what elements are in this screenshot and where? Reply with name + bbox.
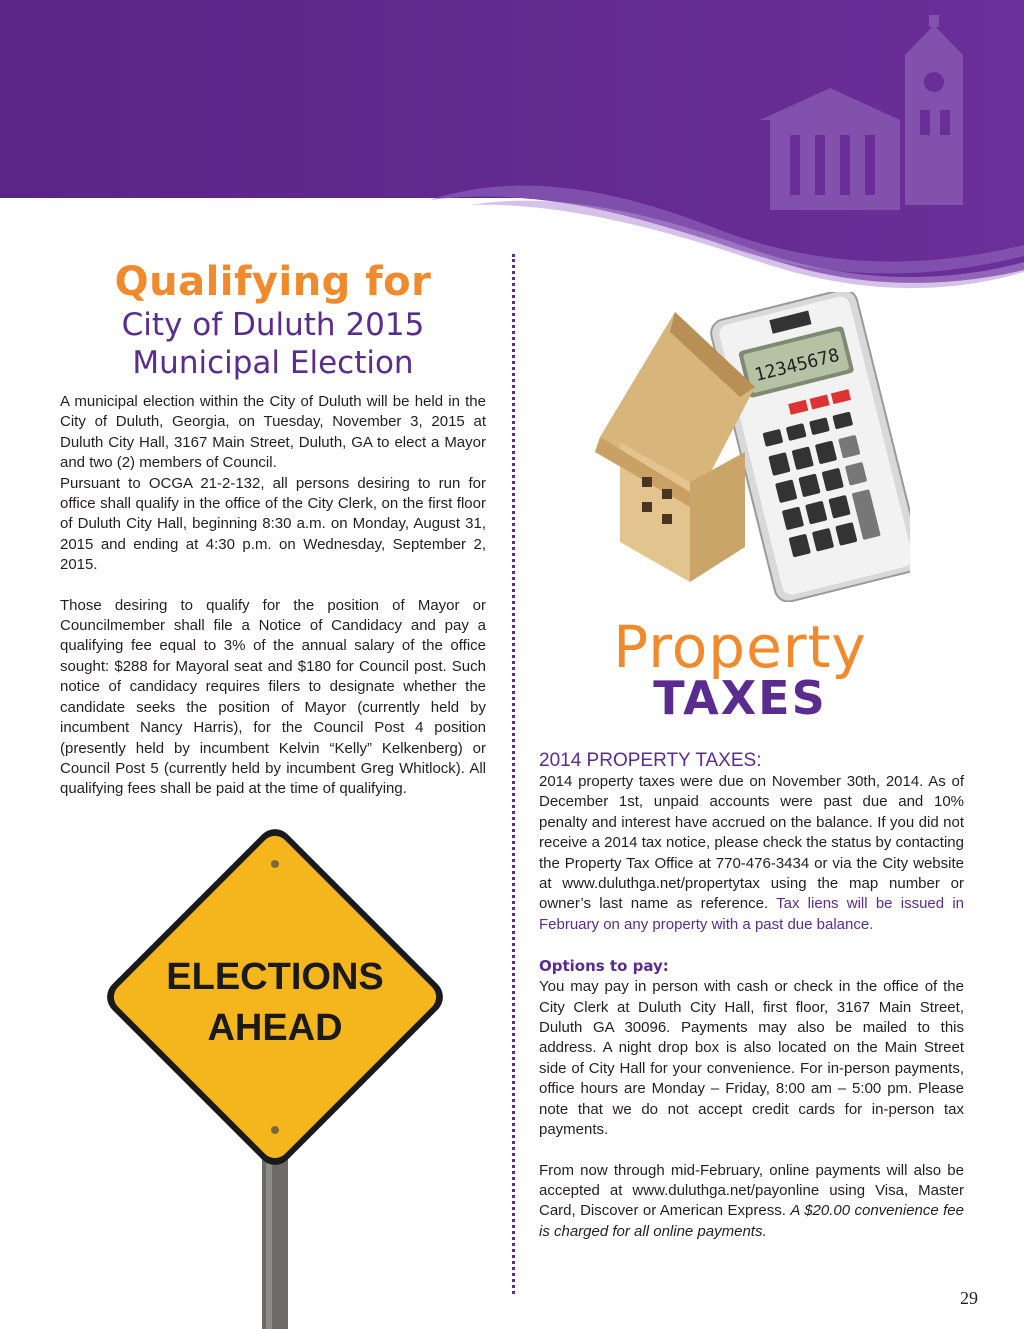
tax-paragraph-3 [539,1161,964,1243]
tax-paragraph-1-text: 2014 property taxes were due on November 30th, 2014. As of December 1st, unpaid accounts were past due and 10% penalty and interest have accrued on the balance. If you did not receive a 2014 tax notice, please check the status by contacting the Property Tax Office at 770-476-3434 or via the City website at www.duluthga.net/propertytax using the map number or owner’s last name as reference. [539,773,964,913]
sign-text-line1: ELECTIONS [166,956,384,998]
column-divider [512,254,515,1294]
tax-lien-notice: Tax liens will be issued in February on any property with a past due balance. [539,895,964,933]
election-paragraph: Those desiring to qualify for the position of Mayor or Councilmember shall file a Notice of Candidacy and pay a qualifying fee equal to 3% of the annual salary of the office sought: $288 for Mayoral seat and $180 for Council post. Such notice of candidacy requires filers to designate whether the candidate seeks the position of Mayor (currently held by incumbent Nancy Harris), for the Council Post 4 position (presently held by incumbent Kelvin “Kelly” Kelkenberg) or Council Post 5 (currently held by incumbent Greg Whitlock). All qualifying fees shall be paid at the time of qualifying. [60,596,486,798]
options-heading: Options to pay: [539,957,669,976]
calculator-display: 12345678 [752,344,842,387]
page-number: 29 [960,1288,978,1308]
elections-ahead-sign [90,812,460,1329]
article-title-line2: City of Duluth 2015 [121,307,425,343]
tax-paragraph-3-text: From now through mid-February, online payments will also be accepted at www.duluthga.net/payonline using Visa, Master Card, Discover or American Express. [539,1161,964,1220]
section-heading: 2014 PROPERTY TAXES: [539,750,762,771]
election-body [60,392,486,800]
election-paragraph: A municipal election within the City of Duluth will be held in the City of Duluth, Georgia, on Tuesday, November 3, 2015 at Duluth City Hall, 3167 Main Street, Duluth, GA to elect a Mayor and two (2) members of Council. [60,393,486,472]
election-paragraph: Pursuant to OCGA 21-2-132, all persons desiring to run for office shall qualify in the office of the City Clerk, on the first floor of Duluth City Hall, beginning 8:30 a.m. on Monday, August 31, 2015 and ending at 4:30 p.m. on Wednesday, September 2, 2015. [60,474,486,574]
tax-paragraph-2: You may pay in person with cash or check in the office of the City Clerk at Duluth City Hall, first floor, 3167 Main Street, Duluth GA 30096. Payments may also be mailed to this address. A night drop box is also located on the Main Street side of City Hall for your convenience. For in-person payments, office hours are Monday – Friday, 8:00 am – 5:00 pm. Please note that we do not accept credit cards for in-person tax payments. [539,978,964,1139]
house-calculator-illustration [580,292,910,602]
property-word: Property [613,613,867,681]
sign-text-line2: AHEAD [207,1007,343,1049]
article-title-line1: Qualifying for [114,259,432,305]
convenience-fee-note: A $20.00 convenience fee is charged for all online payments. [539,1202,964,1240]
article-title-line3: Municipal Election [132,345,414,381]
election-article [60,258,486,800]
property-taxes-title [560,613,920,725]
property-tax-article [539,750,964,1242]
tax-paragraph-1 [539,772,964,935]
taxes-word: TAXES [653,671,827,725]
